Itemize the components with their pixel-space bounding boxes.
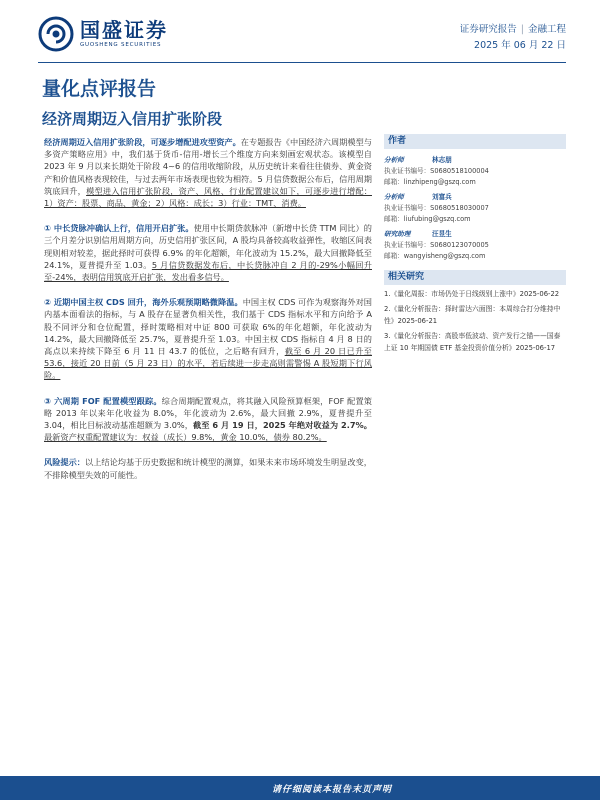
summary-paragraph xyxy=(44,136,372,209)
summary-body xyxy=(44,136,372,494)
authors-section-title: 作者 xyxy=(384,134,566,149)
footer-disclaimer: 请仔细阅读本报告末页声明 xyxy=(271,785,392,795)
author-name: 刘富兵 xyxy=(432,193,452,201)
report-type: 证券研究报告 xyxy=(459,24,517,35)
report-title: 经济周期迈入信用扩张阶段 xyxy=(42,110,223,128)
related-item[interactable]: 3.《量化分析报告：高股率低波动、资产发行之锚——国泰上证 10 年期国债 ETF 基金投资价值分析》2025-06-17 xyxy=(384,332,561,352)
author-cert: 执业证书编号：S0680518100004 xyxy=(384,167,489,175)
author-role: 研究助理 xyxy=(384,230,411,238)
point-2-paragraph xyxy=(44,296,372,381)
paragraph-underline: 最新资产权重配置建议为：权益（成长）9.8%，黄金 10.0%，债券 80.2%。 xyxy=(44,432,327,443)
author-cert: 执业证书编号：S0680123070005 xyxy=(384,241,489,249)
page-footer xyxy=(0,776,600,800)
logo-en-text: GUOSHENG SECURITIES xyxy=(80,42,162,48)
header-meta xyxy=(460,22,566,54)
related-item[interactable]: 2.《量化分析报告：择时雷达六面图：本周综合打分维持中性》2025-06-21 xyxy=(384,305,561,325)
company-logo xyxy=(38,16,168,52)
risk-lead: 风险提示： xyxy=(44,457,85,468)
paragraph-underline: 5 月信贷数据发布后，中长贷脉冲自 2 月的-29%小幅回升至-24%，表明信用筑底开启扩张，发出看多信号。 xyxy=(44,259,372,283)
paragraph-lead: ② 近期中国主权 CDS 回升，海外乐观预期略微降温。 xyxy=(44,297,243,308)
author-entry xyxy=(384,155,566,188)
risk-warning xyxy=(44,456,372,480)
author-role: 分析师 xyxy=(384,156,404,164)
risk-text: 以上结论均基于历史数据和统计模型的测算，如果未来市场环境发生明显改变，不排除模型失效的可能性。 xyxy=(44,457,372,480)
paragraph-lead: ① 中长贷脉冲确认上行，信用开启扩张。 xyxy=(44,223,194,234)
related-research xyxy=(384,270,566,354)
paragraph-text: 使用中长期贷款脉冲（新增中长贷 TTM 同比）的三个月差分识别信用周期方向，历史信用扩张区间，A 股均具备较高收益弹性，收缩区间表现则相对较差，据此择时可获得 6.9% 的年化超额，年化波动为 15.2%，最大回撤降低至 24.1%，夏普提升至 1.03。 xyxy=(44,223,372,270)
point-3-paragraph xyxy=(44,395,372,444)
paragraph-text: 中国主权 CDS 可作为观察海外对国内基本面看法的指标，与 A 股存在显著负相关性，我们基于 CDS 指标水平和方向给予 A 股不同评分和仓位配置，择时策略相对中证 800 可获取 6%的年化超额，年化波动为 14.2%，最大回撤降低至 25.7%，夏普提升至 1.03。中国主权 CDS 指标自 4 月 8 日的高点以来持续下降至 6 月 11 日 43.7 的低位，之后略有回升， xyxy=(44,297,372,357)
author-email[interactable]: 邮箱：liufubing@gszq.com xyxy=(384,215,471,223)
logo-icon xyxy=(38,16,74,52)
paragraph-lead: ③ 六周期 FOF 配置模型跟踪。 xyxy=(44,395,162,406)
report-category-title: 量化点评报告 xyxy=(42,78,157,100)
report-date: 2025 年 06 月 22 日 xyxy=(474,40,566,51)
author-entry xyxy=(384,192,566,225)
related-item[interactable]: 1.《量化周报：市场仍处于日线级别上涨中》2025-06-22 xyxy=(384,290,560,298)
header-divider: | xyxy=(520,24,524,35)
header-rule xyxy=(38,62,566,63)
related-section-title: 相关研究 xyxy=(384,270,566,285)
author-name: 汪昱生 xyxy=(432,230,452,238)
author-entry xyxy=(384,229,566,262)
author-email[interactable]: 邮箱：wangyisheng@gszq.com xyxy=(384,252,486,260)
author-name: 林志朋 xyxy=(432,156,452,164)
author-cert: 执业证书编号：S0680518030007 xyxy=(384,204,489,212)
paragraph-underline: 模型进入信用扩张阶段，资产、风格、行业配置建议如下，可逐步进行增配：1）资产：股票、商品、黄金；2）风格：成长；3）行业：TMT、消费。 xyxy=(44,185,372,209)
paragraph-text: 综合周期配置观点，将其融入风险预算框架，FOF 配置策略 2013 年以来年化收益为 8.0%，年化波动为 2.6%，最大回撤 2.9%，夏普提升至 3.04，相比目标波动基准超额为 3.0%， xyxy=(44,395,372,431)
report-sector: 金融工程 xyxy=(527,24,566,35)
paragraph-lead: 经济周期迈入信用扩张阶段，可逐步增配进攻型资产。 xyxy=(44,137,241,147)
author-list xyxy=(384,155,566,262)
sidebar xyxy=(384,134,566,358)
page-header xyxy=(0,0,600,64)
paragraph-text: 在专题报告《中国经济六周期模型与多资产策略应用》中，我们基于货币-信用-增长三个维度方向来刻画宏观状态。该模型自 2023 年 9 月以来长期处于阶段 4~6 的信用收缩阶段，从历史统计来看往往债券、黄金资产和价值风格表现较佳，与过去两年市场表现也较为相符。5 月信贷数据公布后，信用周期筑底回升， xyxy=(44,137,372,196)
related-list xyxy=(384,289,566,354)
author-email[interactable]: 邮箱：linzhipeng@gszq.com xyxy=(384,178,476,186)
author-role: 分析师 xyxy=(384,193,404,201)
paragraph-bold: 截至 6 月 19 日，2025 年绝对收益为 2.7%。 xyxy=(193,420,372,431)
point-1-paragraph xyxy=(44,222,372,283)
logo-cn-text: 国盛证券 xyxy=(80,18,168,42)
paragraph-underline: 截至 6 月 20 日已升至 53.6，接近 20 日前（5 月 23 日）的水平，若后续进一步走高则需警惕 A 股短期下行风险。 xyxy=(44,346,372,381)
